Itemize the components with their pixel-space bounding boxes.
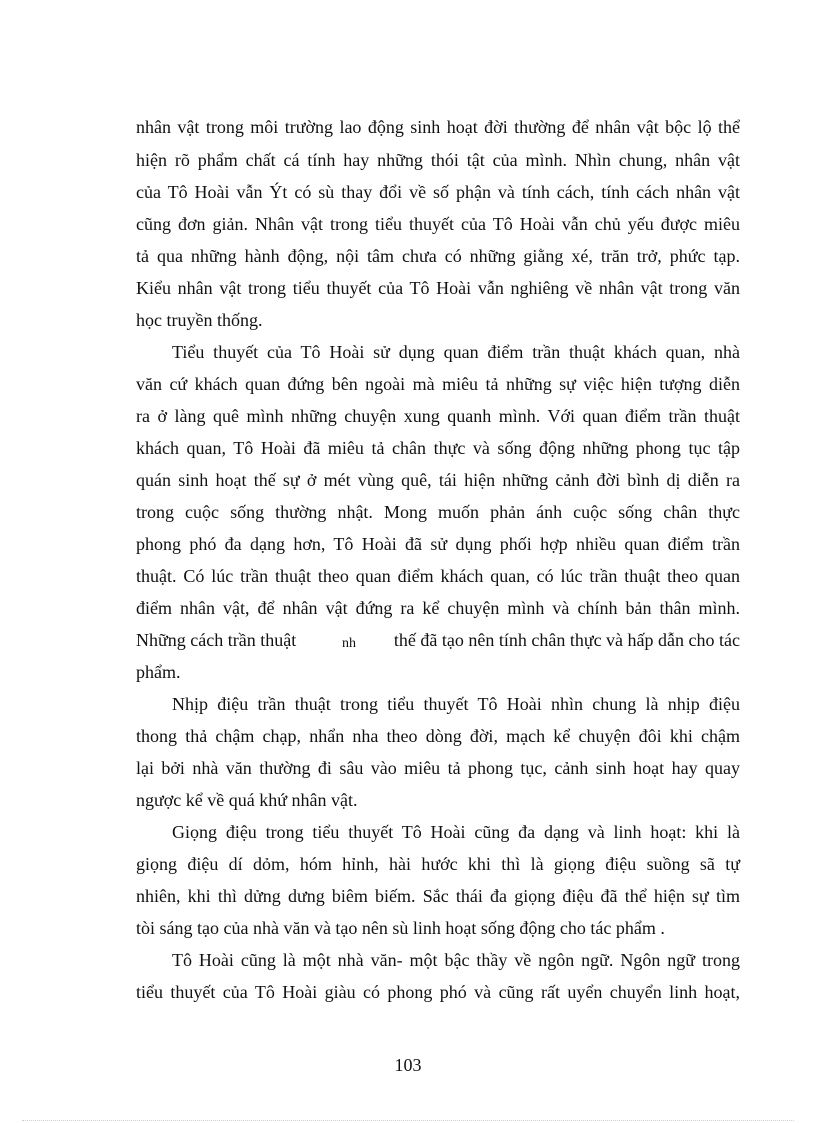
- paragraph-first-line: Tô Hoài cũng là một nhà văn- một bậc thầy về ngôn ngữ. Ngôn ngữ trong: [172, 950, 740, 970]
- paragraph-first-line: Nhịp điệu trần thuật trong tiểu thuyết Tô Hoài nhìn chung là nhịp điệu: [172, 694, 740, 714]
- text-line: trong cuộc sống thường nhật. Mong muốn phản ánh cuộc sống chân thực: [136, 502, 740, 522]
- text-line: học truyền thống.: [136, 310, 263, 330]
- text-line: của Tô Hoài vẫn Ýt có sù thay đổi về số phận và tính cách, tính cách nhân vật: [136, 182, 740, 202]
- text-line-segment: thế đã tạo nên tính chân thực và hấp dẫn cho tác: [393, 630, 740, 650]
- text-line: Kiểu nhân vật trong tiểu thuyết của Tô Hoài vẫn nghiêng về nhân vật trong văn: [136, 278, 740, 298]
- text-line: nhiên, khi thì dửng dưng biêm biếm. Sắc thái đa giọng điệu đã thể hiện sự tìm: [136, 886, 740, 906]
- text-line: thuật. Có lúc trần thuật theo quan điểm khách quan, có lúc trần thuật theo quan: [136, 566, 740, 586]
- text-line: khách quan, Tô Hoài đã miêu tả chân thực và sống động những phong tục tập: [136, 438, 740, 458]
- text-line: quán sinh hoạt thế sự ở mét vùng quê, tái hiện những cảnh đời bình dị diễn ra: [136, 470, 740, 490]
- text-line: điểm nhân vật, để nhân vật đứng ra kể chuyện mình và chính bản thân mình.: [136, 598, 740, 618]
- text-line-segment: nh: [342, 636, 356, 651]
- text-line: phẩm.: [136, 662, 181, 682]
- text-line: thong thả chậm chạp, nhẩn nha theo dòng đời, mạch kể chuyện đôi khi chậm: [136, 726, 740, 746]
- page-bottom-divider: [22, 1120, 794, 1121]
- text-line: tả qua những hành động, nội tâm chưa có những giằng xé, trăn trở, phức tạp.: [136, 246, 740, 266]
- text-line-segment: Những cách trần thuật: [136, 630, 297, 650]
- page-number: 103: [394, 1055, 422, 1075]
- text-line: ngược kể về quá khứ nhân vật.: [136, 790, 358, 810]
- paragraph-first-line: Giọng điệu trong tiểu thuyết Tô Hoài cũng đa dạng và linh hoạt: khi là: [172, 822, 740, 842]
- text-line: lại bởi nhà văn thường đi sâu vào miêu tả phong tục, cảnh sinh hoạt hay quay: [136, 758, 740, 778]
- text-line: hiện rõ phẩm chất cá tính hay những thói tật của mình. Nhìn chung, nhân vật: [136, 150, 740, 170]
- text-line: ra ở làng quê mình những chuyện xung quanh mình. Với quan điểm trần thuật: [136, 406, 740, 426]
- text-line: văn cứ khách quan đứng bên ngoài mà miêu tả những sự việc hiện tượng diễn: [136, 374, 740, 394]
- text-line: tiểu thuyết của Tô Hoài giàu có phong phó và cũng rất uyển chuyển linh hoạt,: [136, 982, 740, 1002]
- text-line: phong phó đa dạng hơn, Tô Hoài đã sử dụng phối hợp nhiều quan điểm trần: [136, 534, 740, 554]
- text-line: tòi sáng tạo của nhà văn và tạo nên sù linh hoạt sống động cho tác phẩm .: [136, 918, 665, 938]
- text-line: nhân vật trong môi trường lao động sinh hoạt đời thường để nhân vật bộc lộ thể: [136, 117, 740, 137]
- paragraph-first-line: Tiểu thuyết của Tô Hoài sử dụng quan điểm trần thuật khách quan, nhà: [172, 342, 740, 362]
- text-line: giọng điệu dí dỏm, hóm hỉnh, hài hước khi thì là giọng điệu suồng sã tự: [136, 854, 740, 874]
- text-line: cũng đơn giản. Nhân vật trong tiểu thuyết của Tô Hoài vẫn chủ yếu được miêu: [136, 214, 740, 234]
